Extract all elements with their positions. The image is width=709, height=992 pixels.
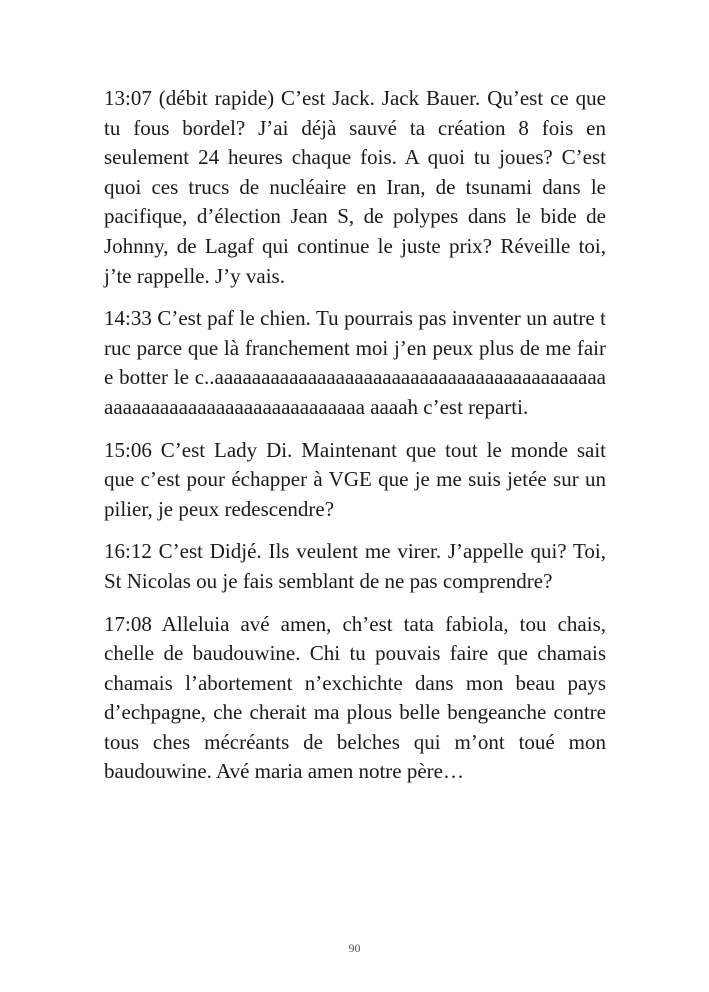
paragraph-paf-le-chien: 14:33 C’est paf le chien. Tu pourrais pas inventer un autre truc parce que là franchement moi j’en peux plus de me faire botter le c..aaaaaaaaaaaaaaaaaaaaaaaaaaaaaaaaaaaaaaaaaaaaaaaaaaaaaaaaaaaaaaaaaaaaaa aaaah c’est reparti.: [104, 306, 606, 419]
paragraph-jack-bauer: 13:07 (débit rapide) C’est Jack. Jack Bauer. Qu’est ce que tu fous bordel? J’ai déjà sauvé ta création 8 fois en seulement 24 heures chaque fois. A quoi tu joues? C’est quoi ces trucs de nucléaire en Iran, de tsunami dans le pacifique, d’élection Jean S, de polypes dans le bide de Johnny, de Lagaf qui continue le juste prix? Réveille toi, j’te rappelle. J’y vais.: [104, 86, 606, 288]
paragraph-didje: 16:12 C’est Didjé. Ils veulent me virer. J’appelle qui? Toi, St Nicolas ou je fais semblant de ne pas comprendre?: [104, 539, 606, 593]
page-number: 90: [348, 941, 361, 955]
paragraph-lady-di: 15:06 C’est Lady Di. Maintenant que tout le monde sait que c’est pour échapper à VGE que je me suis jetée sur un pilier, je peux redescendre?: [104, 437, 606, 521]
paragraph-tata-fabiola: 17:08 Alleluia avé amen, ch’est tata fabiola, tou chais, chelle de baudouwine. Chi tu pouvais faire que chamais chamais l’abortement n’exchichte dans mon beau pays d’echpagne, che cherait ma plous belle bengeanche contre tous ches mécréants de belches qui m’ont toué mon baudouwine. Avé maria amen notre père…: [104, 611, 606, 784]
page-body: [104, 84, 606, 800]
